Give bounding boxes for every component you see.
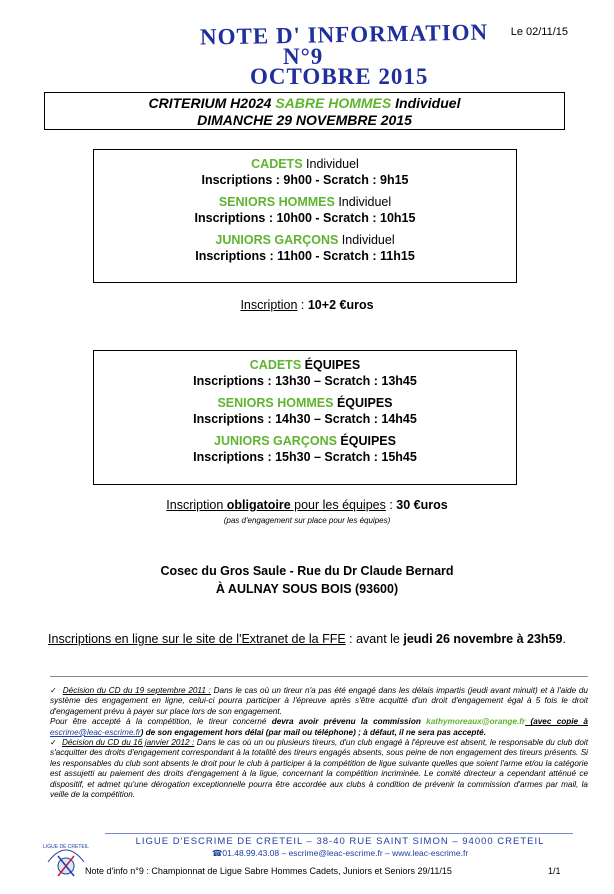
note-1: ✓ Décision du CD du 19 septembre 2011 : Dans le cas où un tireur n'a pas été engagé dans les délais impartis (jeudi avant minuit) et à l'aide du système des engagement en ligne, celui-ci pourra participer à l'épreuve après s'être acquitté d'un droit d'engagement égal à 5 fois le droit d'engagement prévu à payer sur place lors de son engagement. [50,686,588,716]
footer-doc-title: Note d'info n°9 : Championnat de Ligue Sabre Hommes Cadets, Juniors et Seniors 29/11/15 [85,866,452,876]
online-registration: Inscriptions en ligne sur le site de l'Extranet de la FFE : avant le jeudi 26 novembre à 23h59. [48,632,566,646]
footer-contact: ☎01.48.99.43.08 – escrime@leac-escrime.fr – www.leac-escrime.fr [211,848,469,858]
event-title-box [44,92,565,130]
league-logo [42,832,90,880]
schedule-group: CADETS Individuel Inscriptions : 9h00 - Scratch : 9h15 [201,157,409,187]
title-line-1: NOTE D' INFORMATION [199,19,489,50]
footer-rule [105,833,573,834]
schedule-group: SENIORS HOMMES Individuel Inscriptions : 10h00 - Scratch : 10h15 [194,195,416,225]
note-3: ✓ Décision du CD du 16 janvier 2012 : Dans le cas où un ou plusieurs tireurs, d'un club engagé à l'épreuve est absent, le responsable du club doit s'acquitter des droits d'engagement correspondant à la totalité des tireurs engagés absents, sous peine de non engagement des tireurs présents. Si les responsables du club sont absents le droit pour le club à participer à la compétition de ligue suivante quelles que soient l'arme et/ou la catégorie est assujetti au paiement des droits d'engagement à la ligue, concernant la compétition incriminée. Le comité directeur a cependant atténué ce dispositif, et admet qu'une dérogation exceptionnelle pourra être accordée aux clubs à condition de prévenir la commission d'armes par mail, la veille de la compétition. [50,738,588,800]
page-number: 1/1 [548,866,561,876]
title-line-2: N°9 [283,44,324,69]
document-date: Le 02/11/15 [510,26,568,38]
rules-notes [50,686,588,800]
event-date: DIMANCHE 29 NOVEMBRE 2015 [197,112,412,128]
individual-schedule-box [93,149,517,283]
check-icon: ✓ [50,738,58,748]
note-2: Pour être accepté à la compétition, le tireur concerné devra avoir prévenu la commission kathymoreaux@orange.fr (avec copie à escrime@leac-escrime.fr) de son engagement hors délai (par mail ou téléphone) ; à défaut, il ne sera pas accepté. [50,717,588,737]
schedule-group: JUNIORS GARÇONS Individuel Inscriptions : 11h00 - Scratch : 11h15 [195,233,415,263]
schedule-group: JUNIORS GARÇONS ÉQUIPES Inscriptions : 15h30 – Scratch : 15h45 [193,434,417,464]
footer-address: LIGUE D'ESCRIME DE CRETEIL – 38-40 RUE SAINT SIMON – 94000 CRETEIL [135,836,545,847]
check-icon: ✓ [50,686,58,695]
schedule-group: CADETS ÉQUIPES Inscriptions : 13h30 – Scratch : 13h45 [193,358,417,388]
team-fee: Inscription obligatoire pour les équipes : 30 €uros [166,498,448,512]
schedule-group: SENIORS HOMMES ÉQUIPES Inscriptions : 14h30 – Scratch : 14h45 [193,396,417,426]
divider [50,676,588,677]
individual-fee: Inscription : 10+2 €uros [240,298,374,312]
svg-text:LIGUE DE CRETEIL: LIGUE DE CRETEIL [43,844,89,850]
venue-line-2: À AULNAY SOUS BOIS (93600) [215,582,399,596]
event-title: CRITERIUM H2024 SABRE HOMMES Individuel [148,95,461,111]
team-schedule-box [93,350,517,485]
title-line-3: OCTOBRE 2015 [250,64,429,89]
team-fee-note: (pas d'engagement sur place pour les équipes) [223,516,391,525]
venue-line-1: Cosec du Gros Saule - Rue du Dr Claude Bernard [160,564,454,578]
